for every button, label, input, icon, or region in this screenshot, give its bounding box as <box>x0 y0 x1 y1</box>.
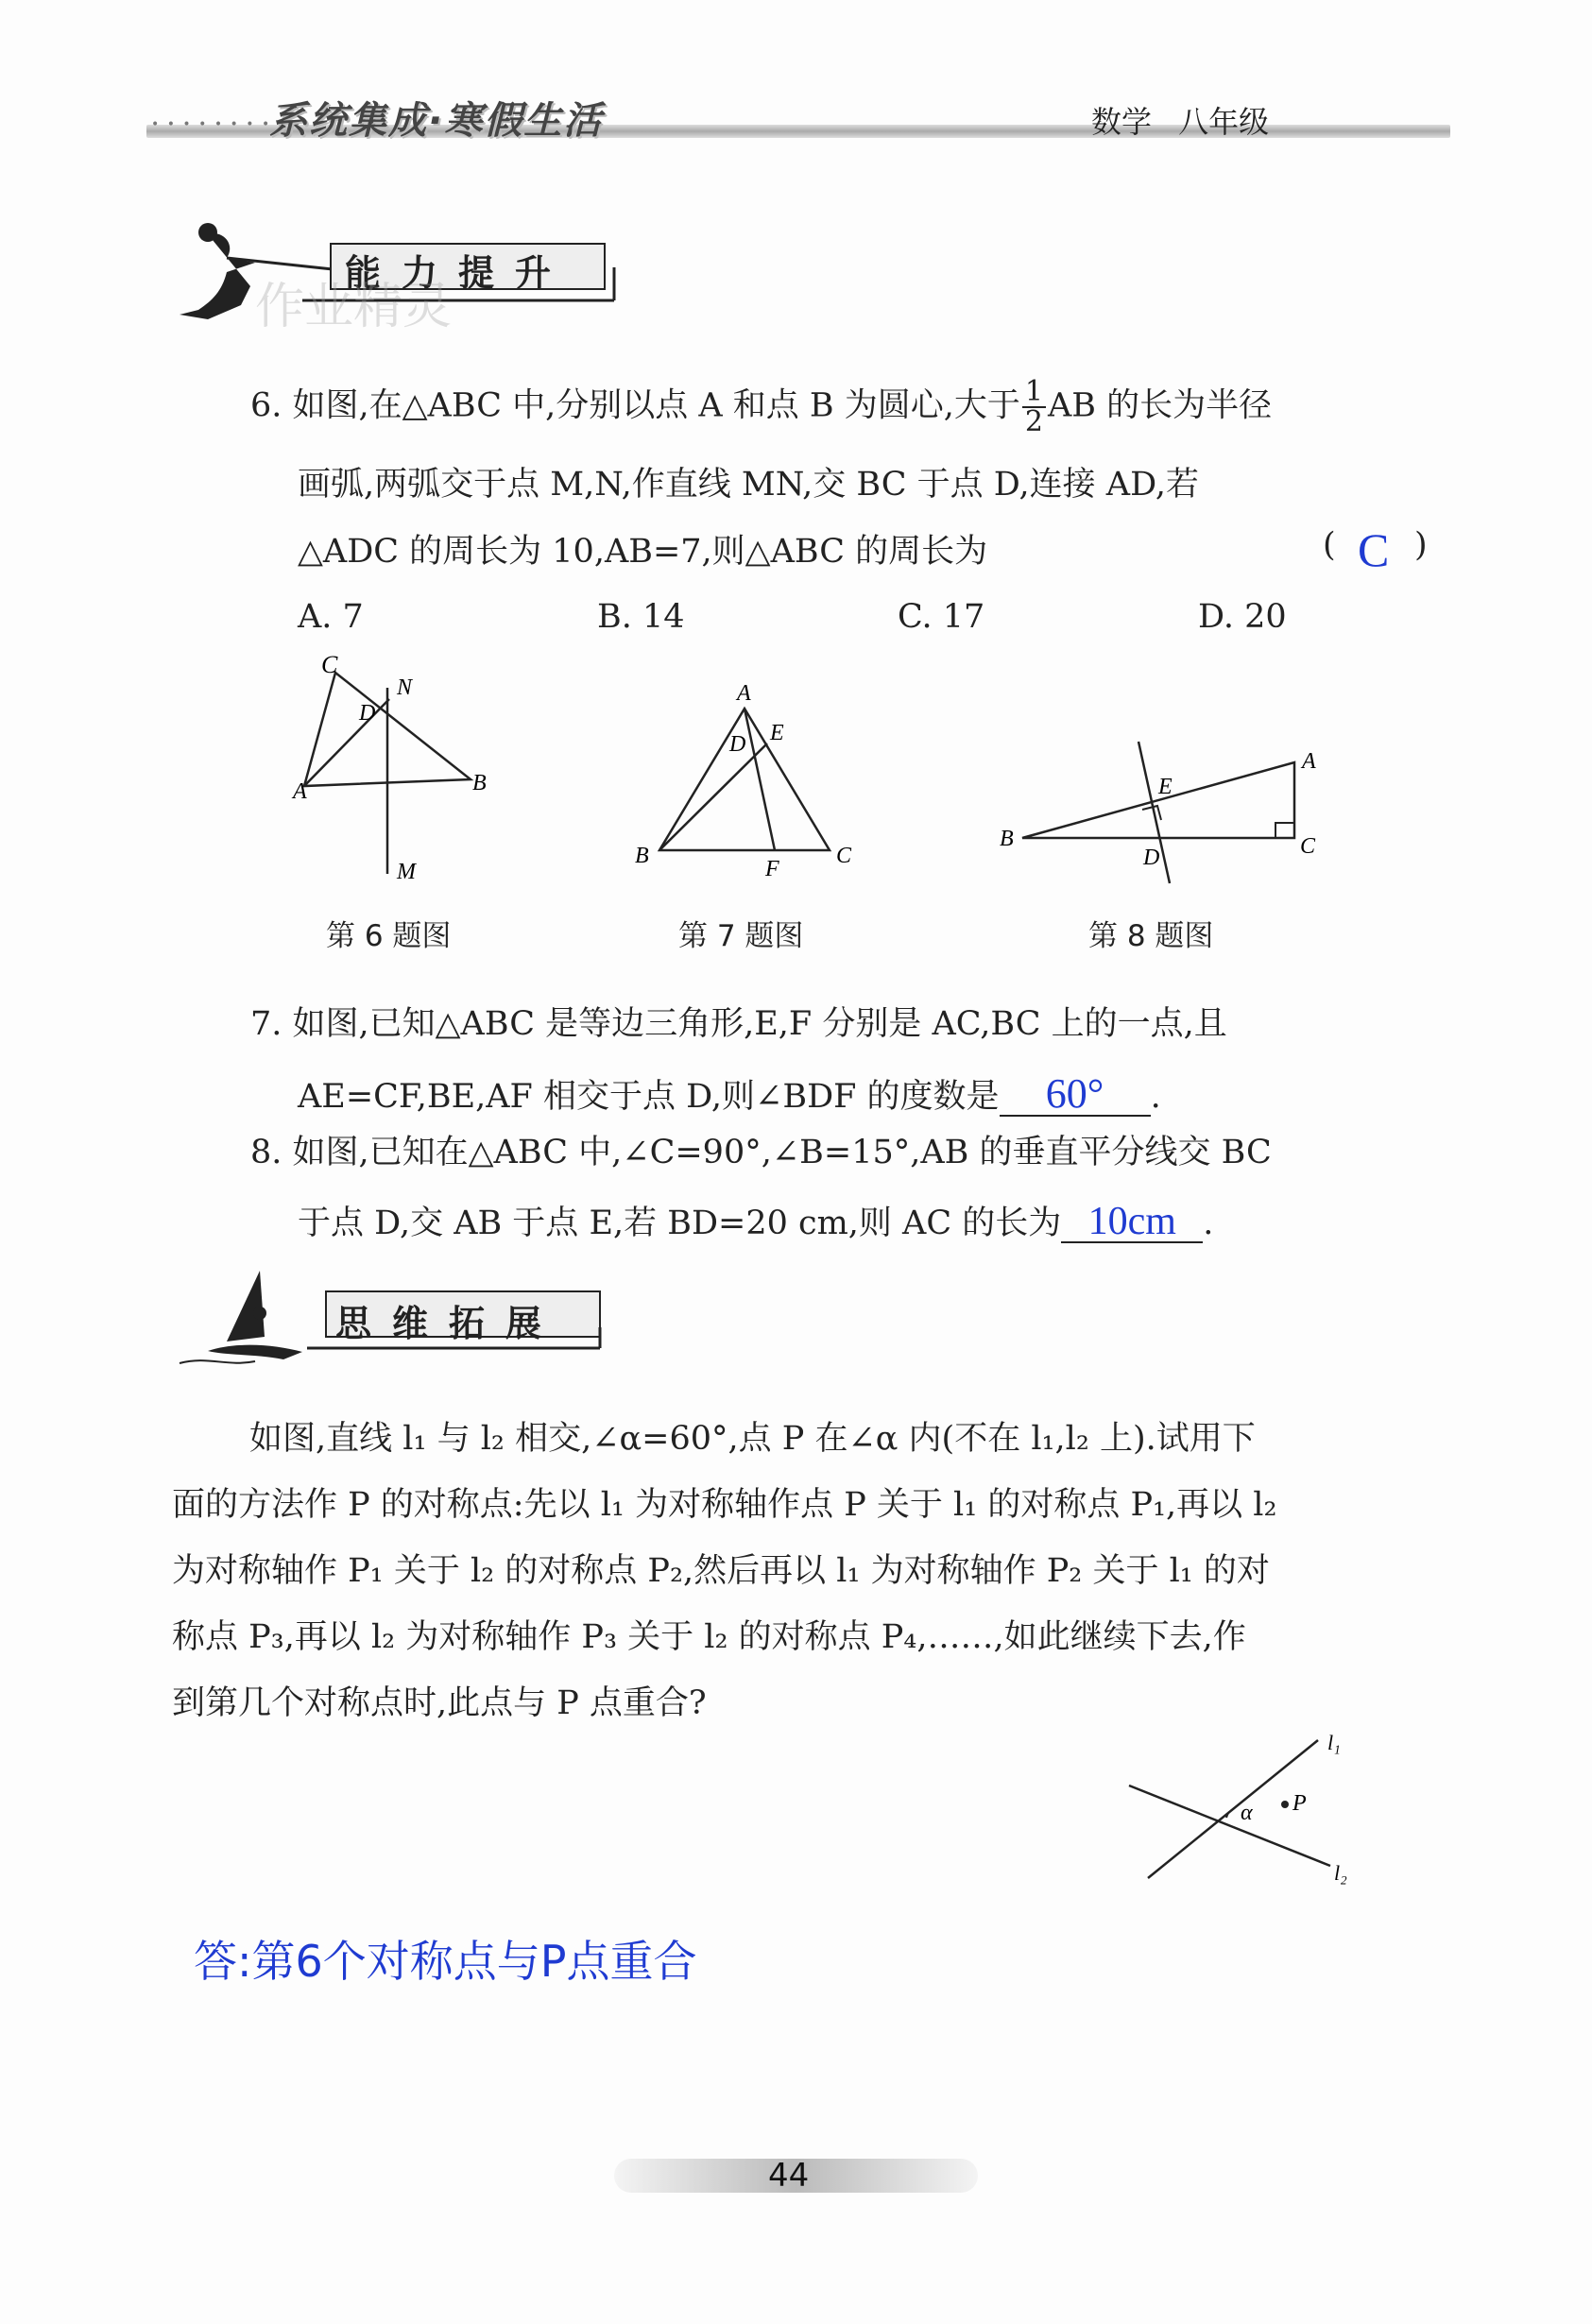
q6-line2: 画弧,两弧交于点 M,N,作直线 MN,交 BC 于点 D,连接 AD,若 <box>298 466 1200 504</box>
q6-paren-close: ) <box>1414 526 1428 564</box>
q6-line3: △ADC 的周长为 10,AB=7,则△ABC 的周长为 <box>298 533 988 571</box>
fig7-label-a: A <box>737 681 751 706</box>
extension-line-2: 面的方法作 P 的对称点:先以 l₁ 为对称轴作点 P 关于 l₁ 的对称点 P₁,再以 l₂ <box>172 1486 1277 1524</box>
figure-8 <box>992 732 1332 897</box>
header-title: 系统集成·寒假生活 <box>269 99 604 143</box>
extension-figure <box>1115 1719 1370 1889</box>
q6-paren-open: ( <box>1323 526 1336 564</box>
q7-line2: AE=CF,BE,AF 相交于点 D,则∠BDF 的度数是 60° . <box>298 1070 1161 1117</box>
section1-title: 能力提升 <box>345 252 573 294</box>
fig6-label-d: D <box>359 701 376 726</box>
figure-6 <box>283 652 510 897</box>
q8-line1: 8. 如图,已知在△ABC 中,∠C=90°,∠B=15°,AB 的垂直平分线交 BC <box>250 1134 1272 1171</box>
fig8-label-d: D <box>1143 846 1160 870</box>
caption-fig8: 第 8 题图 <box>1088 919 1214 953</box>
section2-title: 思维拓展 <box>335 1303 563 1344</box>
figure-7 <box>624 675 879 883</box>
ext-label-p: P <box>1292 1791 1307 1816</box>
fig8-label-b: B <box>1000 827 1014 851</box>
header-dots: • • • • • • • • • • <box>151 117 303 132</box>
extension-line-1: 如图,直线 l₁ 与 l₂ 相交,∠α=60°,点 P 在∠α 内(不在 l₁,l₂ 上).试用下 <box>249 1420 1256 1458</box>
fig6-label-b: B <box>472 771 487 795</box>
fig8-label-c: C <box>1300 834 1316 859</box>
fig6-label-m: M <box>397 860 416 884</box>
ext-label-alpha: α <box>1241 1801 1253 1825</box>
fig7-label-d: D <box>729 732 746 757</box>
fig8-label-a: A <box>1302 749 1316 774</box>
final-answer: 答:第6个对称点与P点重合 <box>194 1936 697 1987</box>
caption-fig7: 第 7 题图 <box>678 919 804 953</box>
header-subject: 数学 八年级 <box>1091 104 1270 140</box>
q6-line1: 6. 如图,在△ABC 中,分别以点 A 和点 B 为圆心,大于 $\frac{1}{2}$ AB 的长为半径 <box>250 375 1273 438</box>
extension-line-3: 为对称轴作 P₁ 关于 l₂ 的对称点 P₂,然后再以 l₁ 为对称轴作 P₂ 关于 l₁ 的对 <box>172 1552 1270 1590</box>
ext-label-l2: l₂ <box>1334 1861 1347 1885</box>
q7-line1: 7. 如图,已知△ABC 是等边三角形,E,F 分别是 AC,BC 上的一点,且 <box>250 1005 1227 1043</box>
q6-answer: C <box>1358 523 1390 576</box>
fig6-label-n: N <box>397 675 413 700</box>
extension-line-4: 称点 P₃,再以 l₂ 为对称轴作 P₃ 关于 l₂ 的对称点 P₄,……,如此继续下去,作 <box>172 1618 1246 1656</box>
watermark: 作业精灵 <box>255 279 453 335</box>
fig6-label-c: C <box>321 652 338 678</box>
extension-paragraph <box>172 1406 1438 1736</box>
fig7-label-b: B <box>635 844 649 868</box>
q6-option-d: D. 20 <box>1198 598 1287 636</box>
q6-option-c: C. 17 <box>898 598 985 636</box>
point-p <box>1281 1801 1289 1808</box>
fig8-label-e: E <box>1158 775 1173 799</box>
fig7-label-c: C <box>836 844 852 868</box>
fraction-half: $\frac{1}{2}$ <box>1022 378 1046 436</box>
q6-option-a: A. 7 <box>298 598 364 636</box>
fig7-label-e: E <box>770 721 784 745</box>
caption-fig6: 第 6 题图 <box>326 919 452 953</box>
windsurfer-icon <box>180 1271 302 1363</box>
q8-answer: 10cm <box>1061 1202 1203 1243</box>
fig6-label-a: A <box>293 779 307 804</box>
q7-answer: 60° <box>1000 1073 1151 1117</box>
fig7-label-f: F <box>765 857 779 881</box>
extension-line-5: 到第几个对称点时,此点与 P 点重合? <box>172 1684 707 1722</box>
q6-option-b: B. 14 <box>597 598 685 636</box>
ext-label-l1: l₁ <box>1327 1731 1341 1754</box>
page-number: 44 <box>768 2157 810 2195</box>
q8-line2: 于点 D,交 AB 于点 E,若 BD=20 cm,则 AC 的长为 10cm . <box>298 1200 1214 1243</box>
